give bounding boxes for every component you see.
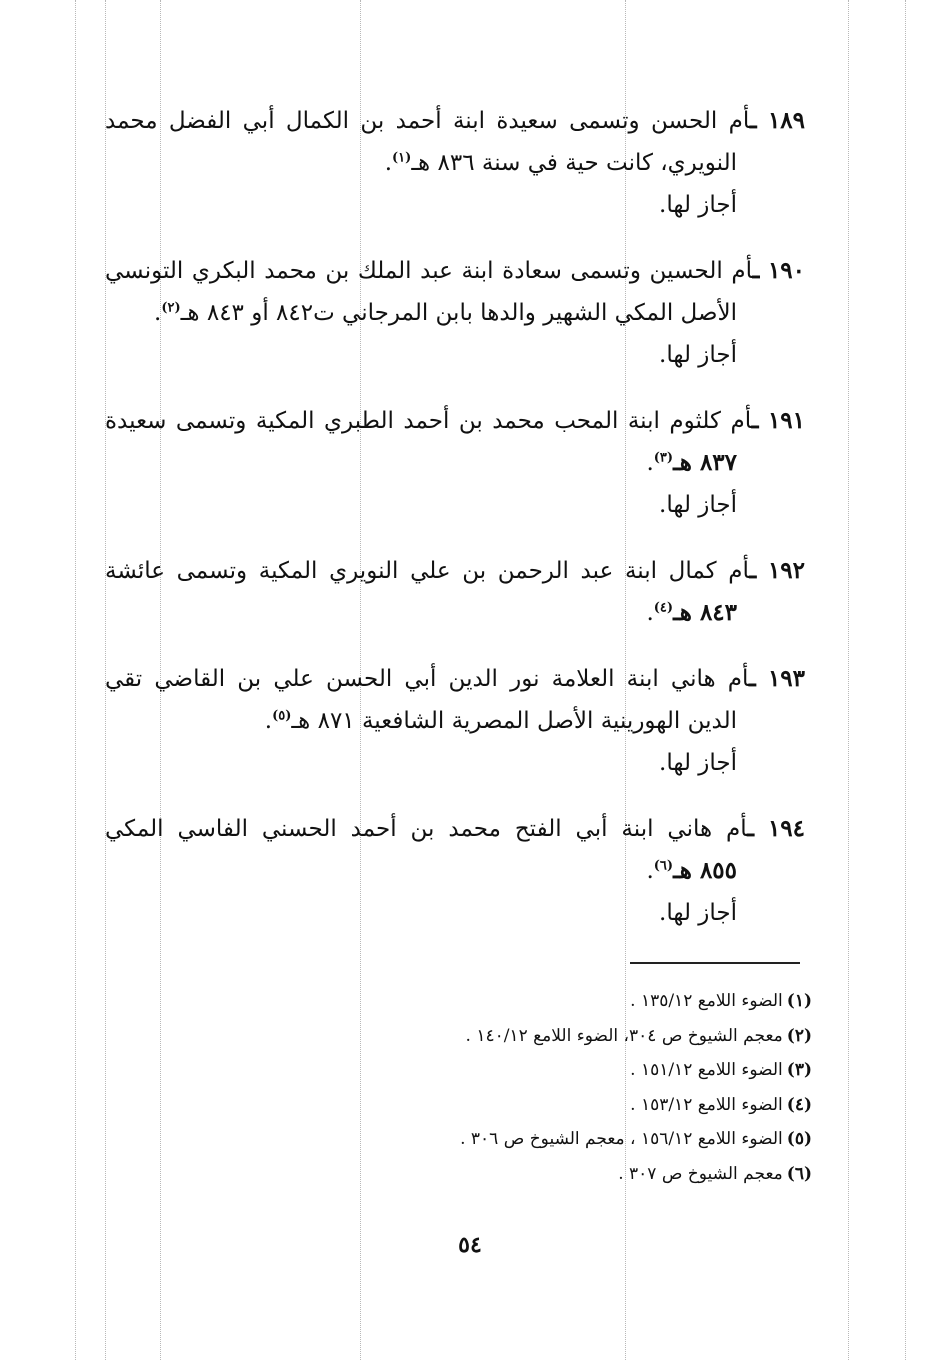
entry-text: أم الحسن وتسمى سعيدة ابنة أحمد بن الكمال أبي الفضل محمد bbox=[105, 108, 750, 134]
footnote-marker: (٣) bbox=[786, 1060, 812, 1080]
entry-190: ١٩٠ ـأم الحسين وتسمى سعادة ابنة عبد الملك بن محمد البكري التونسي الأصل المكي الشهير والدها بابن المرجاني ت٨٤٢ أو ٨٤٣ هـ$^{(٢)}$. أجاز لها. bbox=[105, 250, 805, 376]
footnote-item bbox=[300, 1122, 812, 1157]
footnote-marker: (٤) bbox=[786, 1094, 812, 1115]
margin-guide-line bbox=[905, 0, 906, 1360]
page-number: ٥٤ bbox=[458, 1232, 482, 1258]
entry-191: ١٩١ ـأم كلثوم ابنة المحب محمد بن أحمد الطبري المكية وتسمى سعيدة ٨٣٧ هـ$^{(٣)}$. أجاز لها. bbox=[105, 400, 805, 526]
entry-text: ٨٣٧ هـ bbox=[673, 449, 737, 476]
footnote-ref[interactable]: (٣) bbox=[653, 450, 674, 466]
entry-text: أم كمال ابنة عبد الرحمن بن علي النويري المكية وتسمى عائشة bbox=[105, 558, 750, 584]
footnote-marker: (٢) bbox=[786, 1025, 812, 1046]
footnote-item bbox=[300, 1088, 812, 1123]
footnote-ref[interactable]: (٢) bbox=[161, 300, 181, 316]
entry-note: أجاز لها. bbox=[659, 750, 737, 776]
main-text bbox=[105, 100, 805, 958]
entry-number: ١٩٠ bbox=[767, 257, 806, 284]
entry-number: ١٩٣ bbox=[767, 665, 806, 692]
footnote-ref[interactable]: (٦) bbox=[653, 858, 674, 874]
footnote-text: معجم الشيوخ ص ٣٠٧ . bbox=[618, 1163, 783, 1184]
entry-text: النويري، كانت حية في سنة ٨٣٦ هـ bbox=[411, 150, 737, 176]
entry-193: ١٩٣ ـأم هاني ابنة العلامة نور الدين أبي الحسن علي بن القاضي تقي الدين الهورينية الأصل المصرية الشافعية ٨٧١ هـ$^{(٥)}$. أجاز لها. bbox=[105, 658, 805, 784]
margin-guide-line bbox=[848, 0, 849, 1360]
entry-text: أم هاني ابنة أبي الفتح محمد بن أحمد الحسني الفاسي المكي bbox=[105, 816, 748, 842]
entry-note: أجاز لها. bbox=[659, 192, 737, 218]
footnote-item bbox=[300, 984, 812, 1019]
footnote-item bbox=[300, 1019, 812, 1054]
footnotes bbox=[300, 984, 812, 1191]
entry-text: أم كلثوم ابنة المحب محمد بن أحمد الطبري المكية وتسمى سعيدة bbox=[105, 408, 752, 434]
footnote-text: الضوء اللامع ١٣٥/١٢ . bbox=[630, 991, 783, 1011]
margin-guide-line bbox=[75, 0, 76, 1360]
footnote-marker: (٦) bbox=[786, 1163, 812, 1184]
footnote-marker: (١) bbox=[786, 991, 812, 1011]
footnote-text: الضوء اللامع ١٥١/١٢ . bbox=[630, 1060, 783, 1080]
entry-text: الأصل المكي الشهير والدها بابن المرجاني ت٨٤٢ أو ٨٤٣ هـ bbox=[180, 300, 737, 326]
entry-note: أجاز لها. bbox=[659, 492, 737, 518]
footnote-ref[interactable]: (٤) bbox=[653, 600, 674, 616]
entry-194: ١٩٤ ـأم هاني ابنة أبي الفتح محمد بن أحمد الحسني الفاسي المكي ٨٥٥ هـ$^{(٦)}$. أجاز لها. bbox=[105, 808, 805, 934]
entry-number: ١٩٢ bbox=[767, 557, 805, 584]
entry-text: الدين الهورينية الأصل المصرية الشافعية ٨٧١ هـ bbox=[291, 708, 737, 734]
footnote-ref[interactable]: (٥) bbox=[272, 708, 292, 724]
entry-note: أجاز لها. bbox=[659, 900, 737, 926]
entry-text: أم هاني ابنة العلامة نور الدين أبي الحسن علي بن القاضي تقي bbox=[105, 666, 750, 692]
footnote-text: الضوء اللامع ١٥٦/١٢ ، معجم الشيوخ ص ٣٠٦ . bbox=[460, 1129, 783, 1149]
footnote-text: الضوء اللامع ١٥٣/١٢ . bbox=[630, 1094, 783, 1115]
entry-text: أم الحسين وتسمى سعادة ابنة عبد الملك بن محمد البكري التونسي bbox=[105, 258, 753, 284]
footnote-marker: (٥) bbox=[786, 1129, 812, 1149]
entry-text: ٨٤٣ هـ bbox=[673, 599, 737, 626]
entry-text: ٨٥٥ هـ bbox=[673, 857, 737, 884]
entry-note: أجاز لها. bbox=[659, 342, 737, 368]
entry-192: ١٩٢ ـأم كمال ابنة عبد الرحمن بن علي النويري المكية وتسمى عائشة ٨٤٣ هـ$^{(٤)}$. bbox=[105, 557, 805, 626]
entry-189: ١٨٩ ـأم الحسن وتسمى سعيدة ابنة أحمد بن الكمال أبي الفضل محمد النويري، كانت حية في سنة ٨٣٦ هـ$^{(١)}$. أجاز لها. bbox=[105, 100, 805, 226]
entry-number: ١٩٤ bbox=[767, 815, 806, 842]
footnote-text: معجم الشيوخ ص ٣٠٤، الضوء اللامع ١٤٠/١٢ . bbox=[465, 1025, 783, 1046]
entry-number: ١٨٩ bbox=[767, 107, 805, 134]
entry-number: ١٩١ bbox=[767, 407, 806, 434]
footnote-separator bbox=[630, 962, 800, 964]
footnote-item bbox=[300, 1053, 812, 1088]
footnote-ref[interactable]: (١) bbox=[392, 150, 412, 166]
footnote-item bbox=[300, 1157, 812, 1192]
